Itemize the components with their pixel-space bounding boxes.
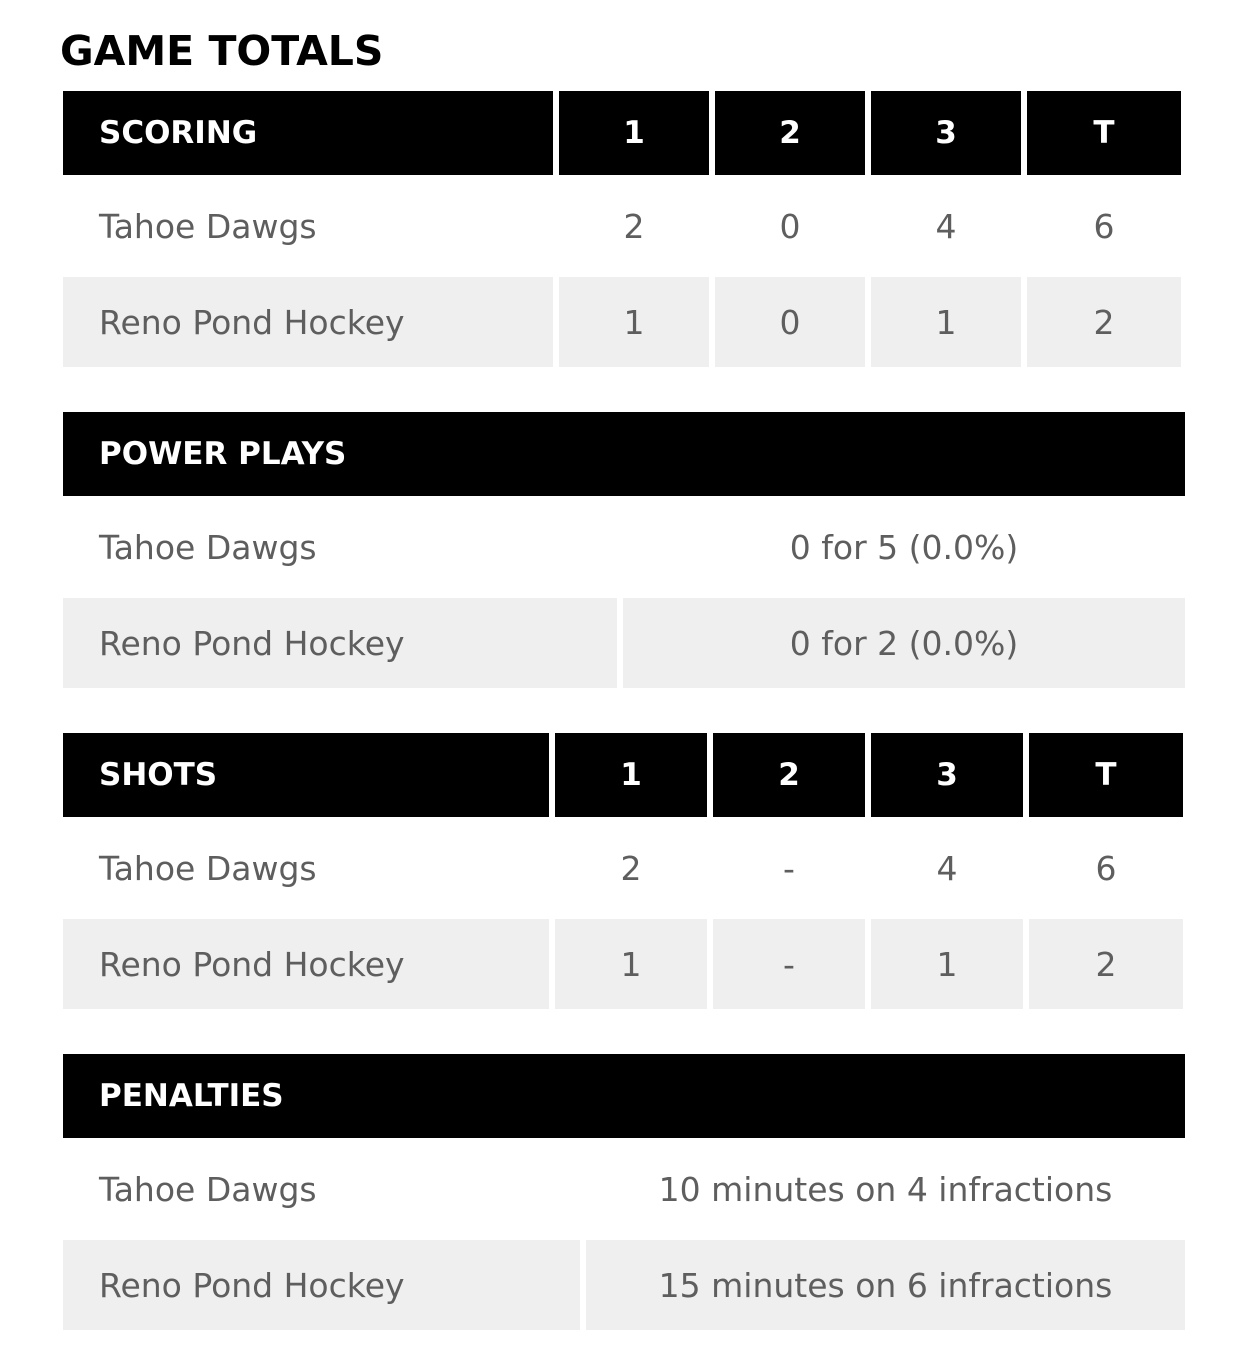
shots-table (57, 733, 1189, 1009)
page-title: GAME TOTALS (60, 27, 384, 75)
total-value: 6 (1093, 206, 1115, 246)
power-plays-header: POWER PLAYS (63, 412, 1185, 496)
period-value: 0 (779, 206, 801, 246)
penalties-table (57, 1054, 1191, 1330)
total-value: 2 (1027, 277, 1181, 367)
period-header-total: T (1027, 91, 1181, 175)
scoring-header-row (63, 91, 1181, 175)
power-play-value: 0 for 2 (0.0%) (623, 598, 1185, 688)
period-value: 0 (715, 277, 865, 367)
period-header-1: 1 (559, 91, 709, 175)
power-play-value: 0 for 5 (0.0%) (789, 527, 1019, 567)
table-row (63, 1240, 1185, 1330)
table-row (63, 277, 1181, 367)
total-value: 2 (1029, 919, 1183, 1009)
period-header-3: 3 (871, 733, 1023, 817)
team-name: Tahoe Dawgs (99, 1169, 317, 1209)
period-value: 2 (623, 206, 645, 246)
penalties-header-row (63, 1054, 1185, 1138)
period-header-2: 2 (715, 91, 865, 175)
period-header-total: T (1029, 733, 1183, 817)
team-name: Tahoe Dawgs (99, 206, 317, 246)
table-row (63, 1144, 1185, 1234)
table-row (63, 502, 1185, 592)
power-plays-header-row (63, 412, 1185, 496)
team-name: Reno Pond Hockey (63, 919, 549, 1009)
table-row (63, 181, 1181, 271)
penalty-value: 10 minutes on 4 infractions (658, 1169, 1113, 1209)
team-name: Tahoe Dawgs (99, 848, 317, 888)
period-value: 4 (935, 206, 957, 246)
period-value: 1 (871, 919, 1023, 1009)
power-plays-table (57, 412, 1191, 688)
table-row (63, 598, 1185, 688)
team-name: Reno Pond Hockey (63, 598, 617, 688)
period-value: 1 (555, 919, 707, 1009)
period-header-3: 3 (871, 91, 1021, 175)
scoring-header: SCORING (63, 91, 553, 175)
period-value: 1 (559, 277, 709, 367)
scoring-table (57, 91, 1187, 367)
team-name: Reno Pond Hockey (63, 277, 553, 367)
table-row (63, 919, 1183, 1009)
shots-header-row (63, 733, 1183, 817)
table-row (63, 823, 1183, 913)
team-name: Reno Pond Hockey (63, 1240, 580, 1330)
period-value: 2 (620, 848, 642, 888)
period-header-2: 2 (713, 733, 865, 817)
penalty-value: 15 minutes on 6 infractions (586, 1240, 1185, 1330)
shots-header: SHOTS (63, 733, 549, 817)
penalties-header: PENALTIES (63, 1054, 1185, 1138)
period-value: - (713, 919, 865, 1009)
period-header-1: 1 (555, 733, 707, 817)
period-value: - (783, 848, 795, 888)
period-value: 1 (871, 277, 1021, 367)
total-value: 6 (1095, 848, 1117, 888)
team-name: Tahoe Dawgs (99, 527, 317, 567)
period-value: 4 (936, 848, 958, 888)
